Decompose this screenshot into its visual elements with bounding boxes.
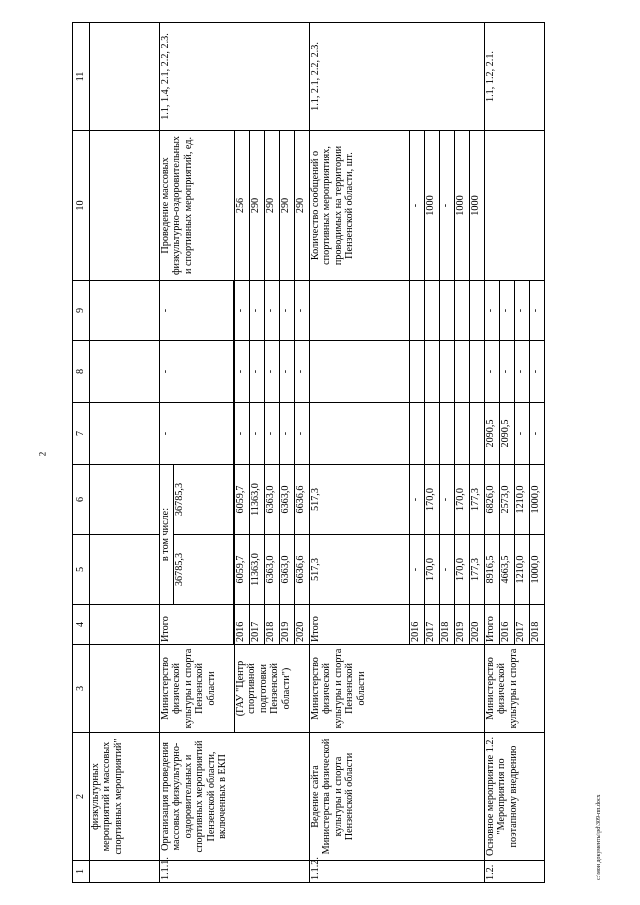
cell-value: - <box>160 341 234 403</box>
table-row: 2016 4663,5 2573,0 2090,5 - - <box>500 23 515 883</box>
col-header: 7 <box>73 403 90 465</box>
refs: 1.1, 1.2, 2.1. <box>485 23 545 131</box>
cell-value: 36785,3 <box>174 535 234 605</box>
table-row: 2018 1000,0 1000,0 - - - <box>530 23 545 883</box>
page-number: 2 <box>37 451 48 457</box>
table-row: 2016 - - - <box>410 23 425 883</box>
row-number: 1.2. <box>485 861 545 883</box>
executor-sub: (ГАУ "Центр спортивной подготовки Пензенской области") <box>235 645 310 733</box>
col-header: 9 <box>73 281 90 341</box>
table-row <box>160 23 174 883</box>
table-row: 2019 170,0 170,0 1000 <box>455 23 470 883</box>
executor: Министерство физической культуры и спорта Пензенской области <box>160 645 235 733</box>
footer-path: c:\мои документы\pd\309-пп.docx <box>596 794 602 880</box>
col-header: 2 <box>73 733 90 861</box>
program-table <box>72 22 545 883</box>
row-number: 1.1.1. <box>160 861 310 883</box>
table-row: 2020 177,3 177,3 1000 <box>470 23 485 883</box>
indicator: Количество сообщений о спортивных мероприятиях, проводимых на территории Пензенской области, шт. <box>310 131 410 281</box>
table-row: 2017 170,0 170,0 1000 <box>425 23 440 883</box>
refs: 1.1, 2.1, 2.2, 2.3. <box>310 23 485 131</box>
rotated-table-wrapper <box>72 23 582 883</box>
cell-value: - <box>160 281 234 341</box>
table-row: 2019 6363,0 6363,0 - - - 290 <box>280 23 295 883</box>
col-header: 3 <box>73 645 90 733</box>
cell-value: 36785,3 <box>174 465 234 535</box>
in-total-caption: в том числе: <box>160 465 174 605</box>
table-row: 1.1.2. Ведение сайта Министерства физической культуры и спорта Пензенской области Министерство физической культуры и спорта Пензенской области Итого 517,3 517,3 Количество сообщений о спортивных мероприятиях, проводимых на территории Пензенской области, шт. 1.1, 2.1, 2.2, 2.3. <box>310 23 410 883</box>
table-row: 2017 1210,0 1210,0 - - - <box>515 23 530 883</box>
table-row <box>90 23 160 883</box>
col-header: 5 <box>73 535 90 605</box>
row-number: 1.1.2. <box>310 861 485 883</box>
col-header: 6 <box>73 465 90 535</box>
col-header: 1 <box>73 861 90 883</box>
activity-name: Основное мероприятие 1.2. "Мероприятия по поэтапному внедрению <box>485 733 545 861</box>
table-row: 2017 11363,0 11363,0 - - - 290 <box>250 23 265 883</box>
total-label: Итого <box>160 605 234 645</box>
activity-name: Ведение сайта Министерства физической культуры и спорта Пензенской области <box>310 733 485 861</box>
col-header: 4 <box>73 605 90 645</box>
col-header: 10 <box>73 131 90 281</box>
continued-name: физкультурных мероприятий и массовых спортивных мероприятий" <box>90 733 160 861</box>
refs: 1.1, 1.4, 2.1, 2.2, 2.3. <box>160 23 310 131</box>
col-header: 11 <box>73 23 90 131</box>
col-header: 8 <box>73 341 90 403</box>
table-row: 1.2. Основное мероприятие 1.2. "Мероприятия по поэтапному внедрению Министерство физической культуры и спорта Итого 8916,5 6826,0 2090,5 - - 1.1, 1.2, 2.1. <box>485 23 500 883</box>
table-row: (ГАУ "Центр спортивной подготовки Пензенской области") 2016 6059,7 6059,7 - - - 256 <box>235 23 250 883</box>
table-row: 2018 - - - <box>440 23 455 883</box>
executor: Министерство физической культуры и спорта <box>485 645 545 733</box>
activity-name: Организация проведения массовых физкультурно-оздоровительных и спортивных мероприятий Пензенской области, включенных в ЕКП <box>160 733 310 861</box>
executor: Министерство физической культуры и спорта Пензенской области <box>310 645 485 733</box>
table-row: 2020 6636,6 6636,6 - - - 290 <box>295 23 310 883</box>
indicator: Проведение массовых физкультурно-оздоровительных и спортивных мероприятий, ед. <box>160 131 235 281</box>
cell-value: - <box>160 403 234 465</box>
header-row <box>73 23 90 883</box>
table-row: 2018 6363,0 6363,0 - - - 290 <box>265 23 280 883</box>
